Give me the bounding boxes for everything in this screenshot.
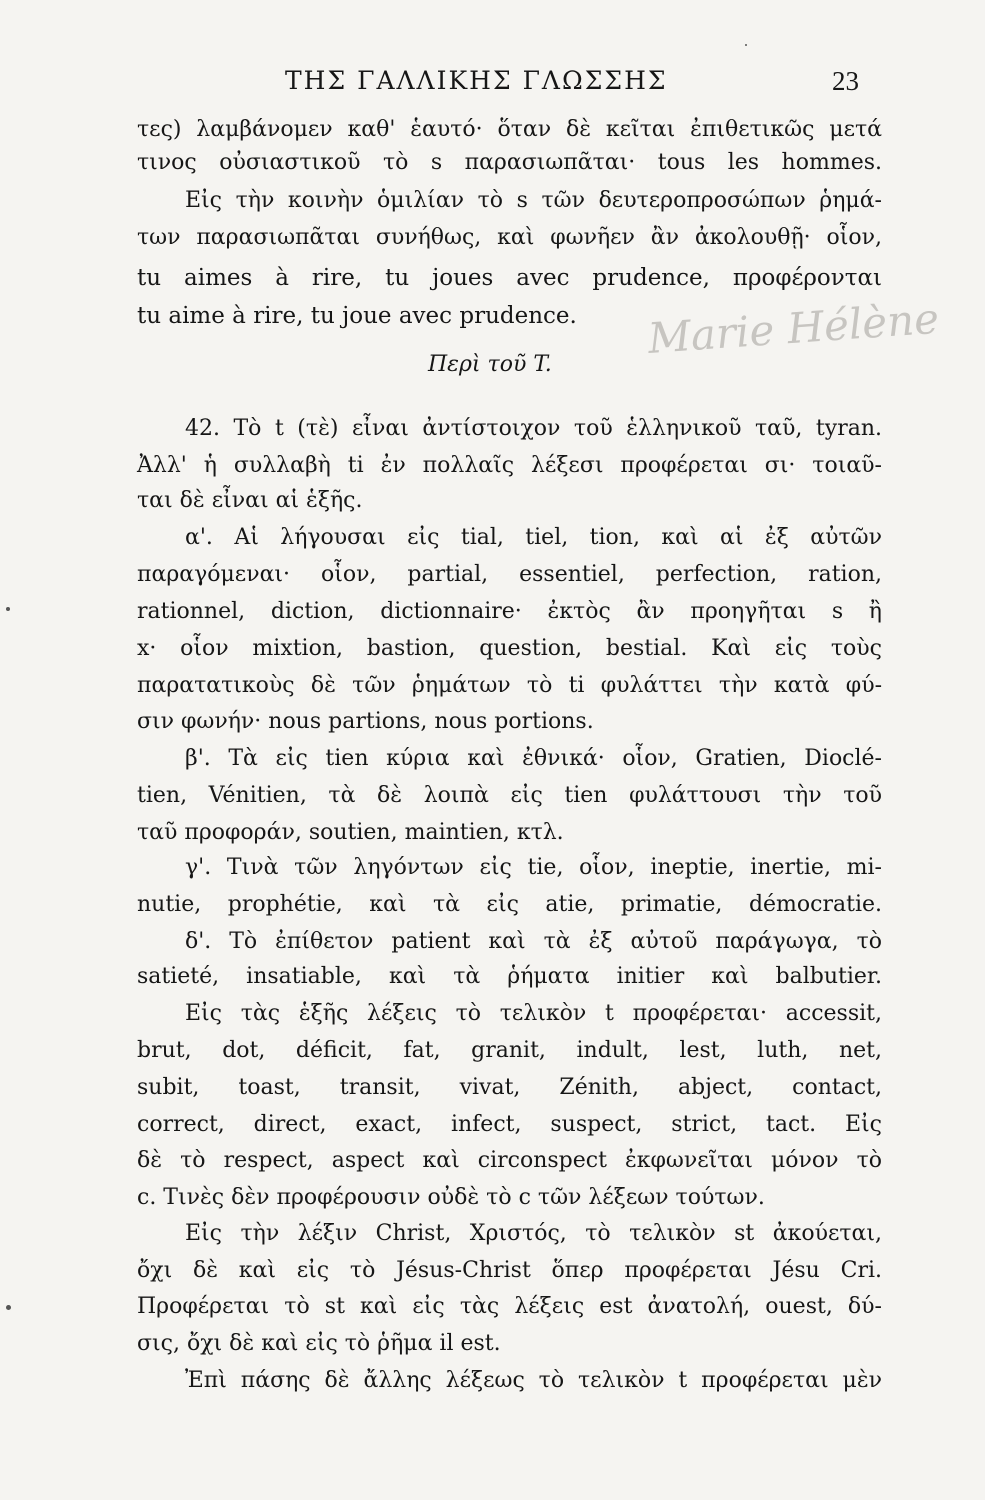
text-line: satieté, insatiable, καὶ τὰ ῥήματα initier καὶ balbutier.	[137, 964, 882, 989]
section-heading: Περὶ τοῦ T.	[428, 352, 552, 377]
text-line: tu aime à rire, tu joue avec prudence.	[137, 303, 577, 329]
scan-speck	[6, 1305, 11, 1310]
text-line: x· οἷον mixtion, bastion, question, bestial. Καὶ εἰς τοὺς	[137, 636, 882, 661]
page-header	[0, 66, 985, 106]
text-line: ται δὲ εἶναι αἱ ἑξῆς.	[137, 488, 363, 513]
text-line: παρατατικοὺς δὲ τῶν ῥημάτων τὸ ti φυλάττει τὴν κατὰ φύ-	[137, 673, 882, 698]
text-line: σιν φωνήν· nous partions, nous portions.	[137, 709, 594, 734]
text-line: δ'. Τὸ ἐπίθετον patient καὶ τὰ ἐξ αὐτοῦ παράγωγα, τὸ	[185, 929, 882, 954]
text-line: σις, ὄχι δὲ καὶ εἰς τὸ ῥῆμα il est.	[137, 1331, 501, 1356]
text-line: τινος οὐσιαστικοῦ τὸ s παρασιωπᾶται· tous les hommes.	[137, 150, 882, 175]
text-line: Εἰς τὴν κοινὴν ὁμιλίαν τὸ s τῶν δευτεροπροσώπων ῥημά-	[185, 188, 882, 213]
text-line: Προφέρεται τὸ st καὶ εἰς τὰς λέξεις est ἀνατολή, ouest, δύ-	[137, 1294, 882, 1319]
text-line: τες) λαμβάνομεν καθ' ἑαυτό· ὅταν δὲ κεῖται ἐπιθετικῶς μετά	[137, 117, 882, 142]
text-line: brut, dot, déficit, fat, granit, indult, lest, luth, net,	[137, 1038, 882, 1063]
text-line: δὲ τὸ respect, aspect καὶ circonspect ἐκφωνεῖται μόνον τὸ	[137, 1148, 882, 1173]
text-line: α'. Αἱ λήγουσαι εἰς tial, tiel, tion, καὶ αἱ ἐξ αὐτῶν	[185, 525, 882, 550]
text-line: Εἰς τὴν λέξιν Christ, Χριστός, τὸ τελικὸν st ἀκούεται,	[185, 1221, 882, 1246]
text-line: Εἰς τὰς ἑξῆς λέξεις τὸ τελικὸν t προφέρεται· accessit,	[185, 1001, 882, 1026]
text-line: 42. Τὸ t (τὲ) εἶναι ἀντίστοιχον τοῦ ἑλληνικοῦ ταῦ, tyran.	[185, 416, 882, 441]
text-line: subit, toast, transit, vivat, Zénith, abject, contact,	[137, 1075, 882, 1100]
text-line: tien, Vénitien, τὰ δὲ λοιπὰ εἰς tien φυλάττουσι τὴν τοῦ	[137, 783, 882, 808]
running-title: ΤΗΣ ΓΑΛΛΙΚΗΣ ΓΛΩΣΣΗΣ	[285, 66, 668, 95]
text-line: tu aimes à rire, tu joues avec prudence, προφέρονται	[137, 265, 882, 291]
text-line: ταῦ προφοράν, soutien, maintien, κτλ.	[137, 820, 564, 845]
text-line: β'. Τὰ εἰς tien κύρια καὶ ἐθνικά· οἷον, Gratien, Dioclé-	[185, 746, 882, 771]
page-number: 23	[832, 66, 859, 96]
scan-speck	[6, 607, 10, 611]
handwritten-signature: Marie Hélène	[646, 293, 941, 363]
text-line: Ἐπὶ πάσης δὲ ἄλλης λέξεως τὸ τελικὸν t προφέρεται μὲν	[185, 1368, 882, 1393]
text-line: c. Τινὲς δὲν προφέρουσιν οὐδὲ τὸ c τῶν λέξεων τούτων.	[137, 1185, 765, 1210]
text-line: rationnel, diction, dictionnaire· ἐκτὸς ἂν προηγῆται s ἢ	[137, 599, 882, 624]
text-line: των παρασιωπᾶται συνήθως, καὶ φωνῆεν ἂν ἀκολουθῇ· οἷον,	[137, 225, 882, 250]
text-line: παραγόμεναι· οἷον, partial, essentiel, perfection, ration,	[137, 562, 882, 587]
text-line: nutie, prophétie, καὶ τὰ εἰς atie, primatie, démocratie.	[137, 892, 882, 917]
text-line: correct, direct, exact, infect, suspect, strict, tact. Εἰς	[137, 1112, 882, 1137]
text-line: ὄχι δὲ καὶ εἰς τὸ Jésus-Christ ὅπερ προφέρεται Jésu Cri.	[137, 1258, 882, 1283]
text-line: γ'. Τινὰ τῶν ληγόντων εἰς tie, οἷον, ineptie, inertie, mi-	[185, 855, 882, 880]
scan-speck	[745, 44, 747, 46]
text-line: Ἀλλ' ἡ συλλαβὴ ti ἐν πολλαῖς λέξεσι προφέρεται σι· τοιαῦ-	[137, 453, 882, 478]
